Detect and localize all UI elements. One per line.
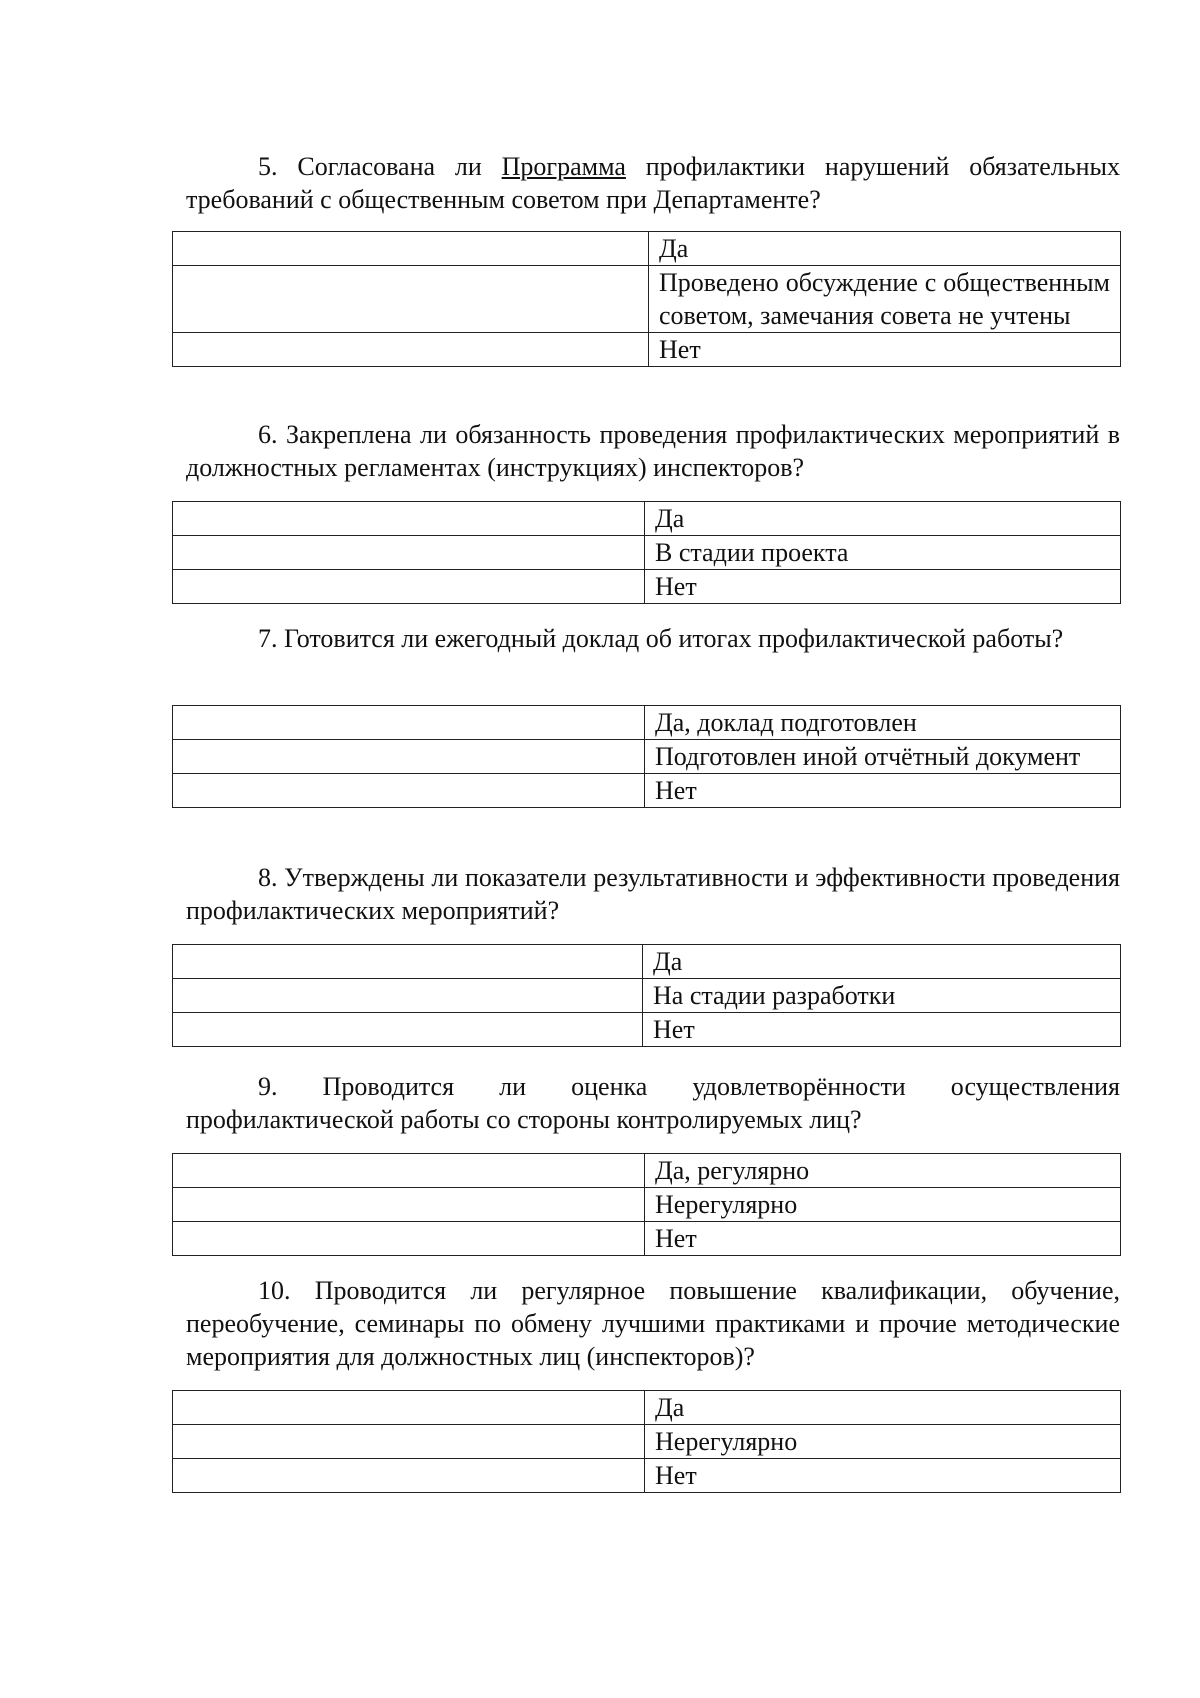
mark-cell[interactable] [173,536,645,570]
question-text: Утверждены ли показатели результативности и эффективности проведения профилактических мероприятий? [186,863,1120,925]
mark-cell[interactable] [173,232,649,266]
question-5 [186,150,1120,216]
mark-cell[interactable] [173,1222,645,1256]
mark-cell[interactable] [173,333,649,367]
answer-table-9 [172,1153,1121,1256]
mark-cell[interactable] [173,979,643,1013]
table-row [173,536,1121,570]
table-row [173,945,1121,979]
table-row [173,570,1121,604]
mark-cell[interactable] [173,1459,645,1493]
question-text: Согласована ли [297,152,502,181]
mark-cell[interactable] [173,945,643,979]
option-cell: Нет [645,1222,1121,1256]
mark-cell[interactable] [173,1188,645,1222]
table-row [173,333,1121,367]
table-row [173,266,1121,333]
table-row [173,1154,1121,1188]
table-row [173,1222,1121,1256]
question-text: Проводится ли регулярное повышение квалификации, обучение, переобучение, семинары по обмену лучшими практиками и прочие методические мероприятия для должностных лиц (инспекторов)? [186,1276,1121,1371]
table-row [173,1013,1121,1047]
table-row [173,774,1121,808]
option-cell: В стадии проекта [645,536,1121,570]
question-number: 10. [258,1276,291,1305]
option-cell: Да [645,1391,1121,1425]
question-number: 6. [258,420,278,449]
question-9 [186,1070,1120,1136]
option-cell: Подготовлен иной отчётный документ [645,740,1121,774]
question-8 [186,861,1120,927]
question-text: Готовится ли ежегодный доклад об итогах профилактической работы? [284,624,1064,653]
option-cell: Да, доклад подготовлен [645,706,1121,740]
table-row [173,706,1121,740]
question-number: 9. [258,1072,278,1101]
mark-cell[interactable] [173,266,649,333]
mark-cell[interactable] [173,1391,645,1425]
option-cell: Проведено обсуждение с общественным советом, замечания совета не учтены [649,266,1121,333]
table-row [173,740,1121,774]
table-row [173,502,1121,536]
mark-cell[interactable] [173,1154,645,1188]
mark-cell[interactable] [173,1013,643,1047]
mark-cell[interactable] [173,570,645,604]
option-cell: Нет [645,1459,1121,1493]
question-text: Закреплена ли обязанность проведения профилактических мероприятий в должностных регламентах (инструкциях) инспекторов? [186,420,1120,482]
program-link[interactable]: Программа [501,152,626,181]
option-cell: Да [643,945,1121,979]
question-7 [186,622,1120,655]
mark-cell[interactable] [173,740,645,774]
answer-table-5 [172,231,1121,367]
table-row [173,979,1121,1013]
question-number: 8. [258,863,278,892]
answer-table-6 [172,501,1121,604]
answer-table-7 [172,705,1121,808]
question-text: профилактики нарушений обязательных требований с общественным советом при Департаменте? [186,152,1121,214]
option-cell: На стадии разработки [643,979,1121,1013]
table-row [173,1188,1121,1222]
option-cell: Нет [649,333,1121,367]
table-row [173,232,1121,266]
answer-table-8 [172,944,1121,1047]
option-cell: Нерегулярно [645,1425,1121,1459]
table-row [173,1459,1121,1493]
question-10 [186,1274,1120,1373]
table-row [173,1425,1121,1459]
option-cell: Нет [645,774,1121,808]
question-6 [186,418,1120,484]
mark-cell[interactable] [173,774,645,808]
option-cell: Да [649,232,1121,266]
mark-cell[interactable] [173,706,645,740]
option-cell: Нерегулярно [645,1188,1121,1222]
option-cell: Да, регулярно [645,1154,1121,1188]
question-number: 5. [258,152,278,181]
option-cell: Нет [643,1013,1121,1047]
table-row [173,1391,1121,1425]
mark-cell[interactable] [173,1425,645,1459]
mark-cell[interactable] [173,502,645,536]
question-number: 7. [258,624,278,653]
option-cell: Нет [645,570,1121,604]
answer-table-10 [172,1390,1121,1493]
option-cell: Да [645,502,1121,536]
question-text: Проводится ли оценка удовлетворённости осуществления профилактической работы со стороны контролируемых лиц? [186,1072,1121,1134]
